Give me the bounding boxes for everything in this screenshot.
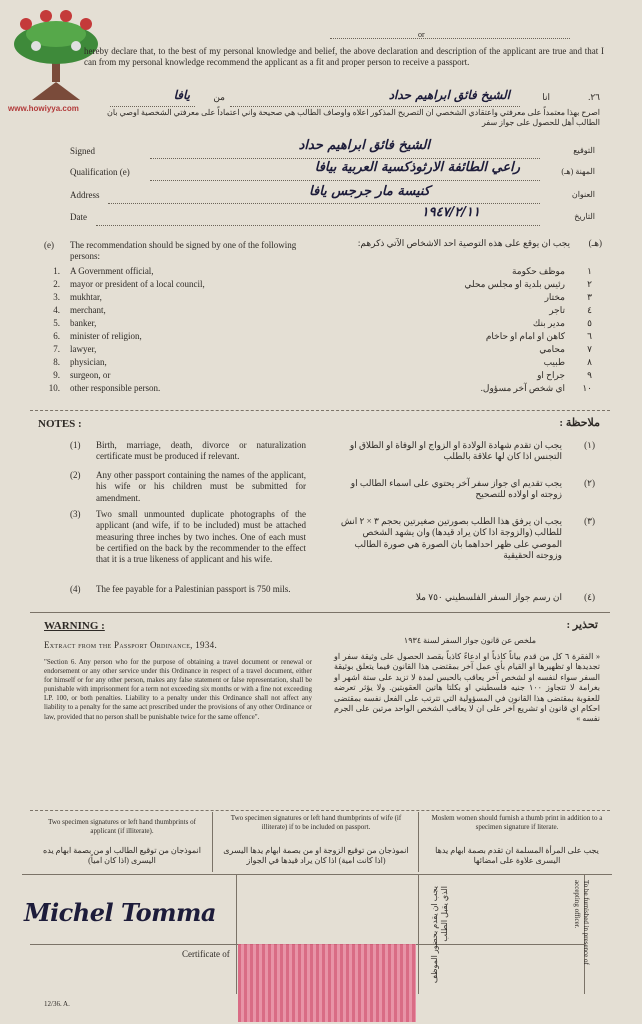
- signature-box-divider: [418, 874, 419, 994]
- specimen-col-divider: [418, 812, 419, 872]
- recommend-item: other responsible person.: [70, 383, 161, 393]
- recommend-num-ar: ٧: [587, 344, 592, 354]
- recommend-item: physician,: [70, 357, 107, 367]
- extract-title: Extract from the Passport Ordinance, 1934.: [44, 640, 218, 650]
- recommend-num: 8.: [53, 357, 60, 367]
- warning-title-ar: تحذير :: [566, 619, 598, 631]
- form-code: 12/36. A.: [44, 1000, 70, 1008]
- extract-text: "Section 6. Any person who for the purpose of obtaining a travel document or renewal or endorsement or any other service under this Ordinance in respect of a travel document, either for himself or for any other person, makes any false statement or false representation, shall be punishable with imprisonment for a term not exceeding six months or with a fine not exceeding LP. 100, or both penalties. Liability to a penalty under this Ordinance shall not affect any liability to a penalty for the same act prescribed under the provisions of any other Ordinance or law, provided that no person shall be punishable twice for the same offence".: [44, 658, 312, 721]
- recommend-item-ar: اي شخص آخر مسؤول.: [480, 383, 565, 393]
- note-num-ar: (٢): [584, 478, 595, 488]
- specimen-col3-en: Moslem women should furnish a thumb print in addition to a specimen signature if literate.: [431, 814, 603, 832]
- side-note-en: To be furnished in presence of accepting officer.: [572, 880, 590, 965]
- recommend-num: 10.: [48, 383, 60, 393]
- notes-divider: [30, 410, 610, 412]
- note-text-ar: يجب ان تقدم شهادة الولادة او الزواج او الوفاة او الطلاق او التجنس اذا كان لها علاقة بالطلب: [349, 440, 562, 462]
- recommend-item-ar: جراح او: [537, 370, 565, 380]
- warning-divider: [30, 612, 610, 613]
- address-label-ar: العنوان: [571, 190, 595, 199]
- recommend-num-ar: ٥: [587, 318, 592, 328]
- note-num: (3): [70, 509, 81, 519]
- recommender-city-hand: يافا: [173, 88, 190, 102]
- note-num: (2): [70, 470, 81, 480]
- specimen-col-divider: [212, 812, 213, 872]
- recommend-item: banker,: [70, 318, 97, 328]
- signature-box-divider: [236, 874, 237, 994]
- recommend-item: merchant,: [70, 305, 106, 315]
- note-text-ar: يجب ان يرفق هذا الطلب بصورتين صغيرتين بحجم ٣ × ٢ انش للطالب (والزوجة اذا كان يراد قيدها) وان يشهد الشخص الموصي على ظهر احداهما بان الصورة هي صورة الطالب وزوجته الحقيقية: [340, 516, 562, 560]
- recommend-item-ar: كاهن او امام او حاخام: [485, 331, 565, 341]
- note-num-ar: (٣): [584, 516, 595, 526]
- note-text-ar: ان رسم جواز السفر الفلسطيني ٧٥٠ ملا: [415, 592, 562, 602]
- specimen-col1-ar: انموذجان من توقيع الطالب او من بصمة ابهام يده اليسرى (اذا كان امياً): [43, 846, 201, 866]
- specimen-col2-en: Two specimen signatures or left hand thumbprints of wife (if illiterate) if to be included on passport.: [230, 814, 402, 832]
- note-num: (4): [70, 584, 81, 594]
- note-num-ar: (١): [584, 440, 595, 450]
- note-text: Any other passport containing the names of the applicant, his wife or his children must be submitted for amendment.: [96, 470, 306, 503]
- recommend-numbers-ar: [570, 266, 592, 396]
- recommend-num: 3.: [53, 292, 60, 302]
- note-text: Two small unmounted duplicate photographs of the applicant (and wife, if to be included) must be attached measuring three inches by two inches. One of each must be certified on the back by the recommender to the effect that it is a true likeness of applicant and his wife.: [96, 509, 306, 564]
- applicant-signature: Michel Tomma: [24, 898, 216, 927]
- recommend-intro-ar: يجب ان يوقع على هذه التوصية احد الاشخاص الآتي ذكرهم:: [357, 238, 570, 248]
- recommend-num: 6.: [53, 331, 60, 341]
- notes-title: NOTES :: [38, 418, 82, 430]
- declaration-en: hereby declare that, to the best of my personal knowledge and belief, the above declaration and description of the applicant are true and that I can from my personal knowledge recommend the applicant as a fit and proper person to receive a passport.: [84, 46, 604, 68]
- recommend-num-ar: ٤: [587, 305, 592, 315]
- signed-label-ar: التوقيع: [573, 146, 595, 155]
- signature-box-top: [22, 874, 612, 875]
- qualification-label: Qualification (e): [70, 167, 130, 177]
- recommend-num-ar: ٨: [587, 357, 592, 367]
- recommend-num: 4.: [53, 305, 60, 315]
- recommend-item: minister of religion,: [70, 331, 142, 341]
- recommend-num-ar: ١٠: [582, 383, 592, 393]
- watermark-site: www.howiyya.com: [8, 104, 79, 113]
- recommend-item-ar: تاجر: [549, 305, 565, 315]
- recommend-num: 5.: [53, 318, 60, 328]
- recommend-num-ar: ٣: [587, 292, 592, 302]
- note-text-ar: يجب تقديم اي جواز سفر آخر يحتوي على اسماء الطالب او زوجته او اولاده للتصحيح: [350, 478, 562, 500]
- declaration-from: من: [213, 92, 225, 102]
- specimen-col2-ar: انموذجان من توقيع الزوجة او من بصمة ابهام يدها اليسرى (اذا كانت امية) اذا كان يراد قيدها في الجواز: [223, 846, 409, 866]
- notes-title-ar: ملاحظة :: [559, 417, 600, 429]
- or-label: or: [418, 30, 425, 39]
- recommend-item: mukhtar,: [70, 292, 102, 302]
- specimen-col1-en: Two specimen signatures or left hand thumbprints of applicant (if illiterate).: [48, 818, 196, 836]
- recommend-item-ar: رئيس بلدية او مجلس محلي: [464, 279, 565, 289]
- declaration-ar: اصرح بهذا معتمداً على معرفتي واعتقادي الشخصي ان التصريح المذكور اعلاه واوصاف الطالب هي صحيحة واني اعتماداً على معرفتي الشخصية اوصي بان الطالب أهل للحصول على جواز سفر: [106, 108, 600, 128]
- note-text: The fee payable for a Palestinian passport is 750 mils.: [96, 584, 291, 594]
- address-label: Address: [70, 190, 100, 200]
- recommend-label: (e): [44, 240, 54, 250]
- side-note-ar: يجب ان يقدم بحضور الموظف الذي يقبل الطلب: [430, 886, 450, 984]
- certificate-label: Certificate of: [182, 949, 230, 959]
- extract-title-ar: ملخص عن قانون جواز السفر لسنة ١٩٣٤: [403, 636, 537, 645]
- recommend-items-ar: [340, 266, 565, 396]
- specimen-col3-ar: يجب على المرأة المسلمة ان تقدم بصمة ابهام يدها اليسرى علاوة على امضائها: [435, 846, 599, 866]
- date-value-hand: ١٩٤٧/٢/١١: [421, 205, 480, 220]
- qualification-label-ar: المهنة (هـ): [561, 167, 595, 176]
- recommend-intro: The recommendation should be signed by one of the following persons:: [70, 240, 297, 262]
- recommend-item-ar: مدير بنك: [532, 318, 565, 328]
- recommend-num-ar: ١: [587, 266, 592, 276]
- recommend-label-ar: (هـ): [588, 238, 602, 248]
- recommend-item: A Government official,: [70, 266, 154, 276]
- recommend-item: mayor or president of a local council,: [70, 279, 205, 289]
- address-value-hand: كنيسة مار جرجس يافا: [309, 184, 430, 199]
- extract-text-ar: « الفقرة ٦ كل من قدم بياناً كاذباً او ادعاءً كاذباً بقصد الحصول على وثيقة سفر او تجديدها او تظهيرها او القيام بأي عمل آخر بمقتضى هذا القانون فيما يتعلق بوثيقة السفر سواء لنفسه او لشخص آخر يعاقب بالحبس لمدة لا تزيد على ستة اشهر او بغرامة لا تتجاوز ١٠٠ جنيه فلسطيني او بكلتا هاتين العقوبتين. ولا يؤثر تعرضه للعقوبة بمقتضى هذا القانون في المسؤولية التي تترتب على الفعل نفسه بمقتضى احكام اي قانون او تشريع آخر على ان لا يعاقب الشخص الواحد مرتين على الجرم نفسه »: [334, 652, 601, 724]
- note-num: (1): [70, 440, 81, 450]
- note-text: Birth, marriage, death, divorce or naturalization certificate must be produced if relevant.: [96, 440, 306, 462]
- signed-label: Signed: [70, 146, 96, 156]
- recommend-num: 7.: [53, 344, 60, 354]
- recommend-item-ar: مختار: [544, 292, 565, 302]
- recommend-item-ar: موظف حكومة: [511, 266, 565, 276]
- recommend-item: surgeon, or: [70, 370, 111, 380]
- declaration-number: ٢٦.: [588, 92, 600, 102]
- recommend-numbers: [38, 266, 60, 396]
- revenue-stamp: [238, 944, 416, 1022]
- recommend-item-ar: محامي: [539, 344, 565, 354]
- qualification-value-hand: راعي الطائفة الارثوذكسية العربية بيافا: [314, 160, 520, 175]
- recommend-item: lawyer,: [70, 344, 97, 354]
- date-label: Date: [70, 212, 87, 222]
- recommend-num: 1.: [53, 266, 60, 276]
- recommend-num-ar: ٢: [587, 279, 592, 289]
- recommender-name-hand: الشيخ فائق ابراهيم حداد: [388, 88, 510, 102]
- signed-value-hand: الشيخ فائق ابراهيم حداد: [298, 138, 430, 153]
- recommend-num-ar: ٩: [587, 370, 592, 380]
- specimen-divider: [30, 810, 610, 812]
- note-num-ar: (٤): [584, 592, 595, 602]
- recommend-item-ar: طبيب: [543, 357, 565, 367]
- recommend-num-ar: ٦: [587, 331, 592, 341]
- or-line: [330, 28, 570, 39]
- warning-title: WARNING :: [44, 620, 105, 632]
- declaration-ana: انا: [542, 92, 550, 102]
- recommend-num: 9.: [53, 370, 60, 380]
- date-label-ar: التاريخ: [574, 212, 595, 221]
- recommend-num: 2.: [53, 279, 60, 289]
- recommend-items: [70, 266, 300, 396]
